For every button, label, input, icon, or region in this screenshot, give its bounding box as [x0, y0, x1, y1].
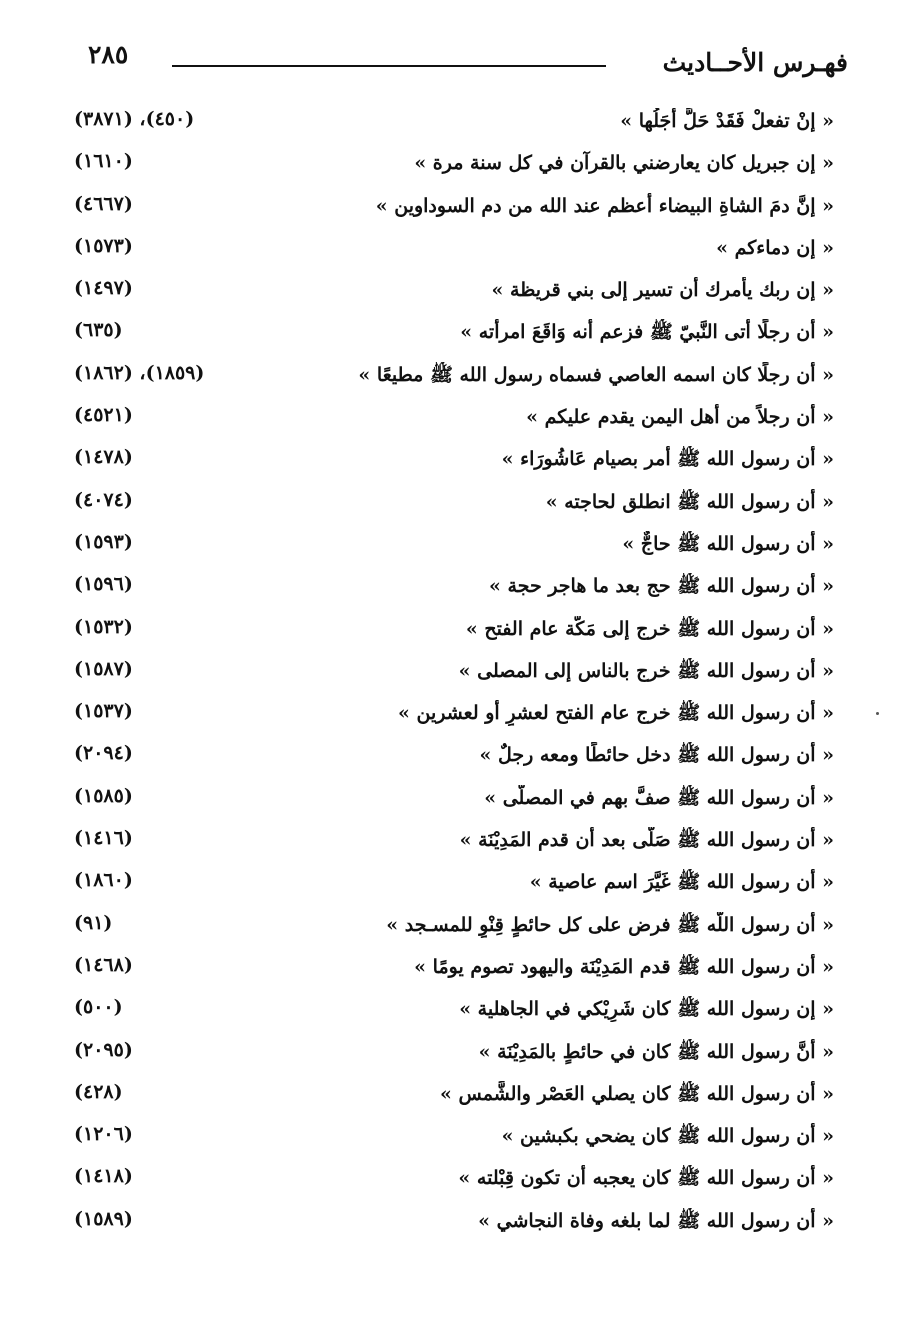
hadith-text: « أن رسول الله ﷺ خرج بالناس إلى المصلى »: [458, 659, 834, 682]
hadith-text: « أن رسول الله ﷺ حج بعد ما هاجر حجة »: [489, 575, 834, 598]
index-entry: [74, 481, 834, 523]
index-entry: [74, 904, 834, 946]
index-entry: [74, 565, 834, 607]
hadith-text: « أن رجلًا أتى النَّبيّ ﷺ فزعم أنه وَاقَعَ امرأته »: [460, 321, 834, 344]
hadith-references: (١٥٨٩): [74, 1207, 133, 1230]
index-entry: [74, 438, 834, 480]
hadith-references: (١٤١٨): [74, 1165, 133, 1188]
hadith-references: (١٥٨٧): [74, 657, 133, 680]
hadith-text: « أن رجلًا كان اسمه العاصي فسماه رسول الله ﷺ مطيعًا »: [358, 363, 834, 386]
hadith-text: « أن رسول الله ﷺ دخل حائطًا ومعه رجلٌ »: [479, 744, 834, 767]
hadith-references: (١٥٨٥): [74, 784, 133, 807]
hadith-text: « أن رسول الله ﷺ انطلق لحاجته »: [545, 490, 834, 513]
hadith-text: « أن رسول الله ﷺ حاجٌّ »: [622, 532, 834, 555]
hadith-references: (١٨٦٠): [74, 869, 133, 892]
hadith-text: « إنْ تفعلْ فَقَدْ حَلَّ أَجَلُها »: [620, 110, 834, 132]
index-entry: [74, 523, 834, 565]
hadith-references: (١٤٧٨): [74, 446, 133, 469]
hadith-references: (١٤١٦): [74, 827, 133, 850]
hadith-references: (١٥٣٢): [74, 615, 133, 638]
running-title: فهـرس الأحــاديث: [662, 48, 848, 77]
hadith-references: (١٤٦٨): [74, 953, 133, 976]
hadith-text: « أن رجلاً من أهل اليمن يقدم عليكم »: [526, 406, 834, 429]
hadith-text: « أن رسول الله ﷺ خرج إلى مَكّة عام الفتح »: [465, 617, 834, 640]
hadith-text: « أن رسول الله ﷺ قدم المَدِيْنَة واليهود تصوم يومًا »: [414, 955, 834, 978]
index-entry: [74, 185, 834, 227]
index-entry: [74, 734, 834, 776]
hadith-text: « أن رسول الله ﷺ صَلَّى بعد أن قدم المَدِيْنَة »: [459, 829, 834, 852]
hadith-text: « إن رسول الله ﷺ كان شَرِيْكي في الجاهلية »: [459, 998, 834, 1021]
hadith-text: « أن رسول الله ﷺ صفَّ بهم في المصلَّى »: [484, 786, 834, 809]
hadith-references: (٤٠٧٤): [74, 488, 133, 511]
scan-speck: [876, 712, 879, 715]
hadith-references: (٥٠٠): [74, 996, 123, 1019]
hadith-references: (٦٣٥): [74, 319, 123, 342]
index-entry: [74, 1200, 834, 1242]
index-entry: [74, 142, 834, 184]
index-entry: [74, 861, 834, 903]
page-header: [80, 38, 848, 84]
hadith-text: « أن رسول الله ﷺ كان يضحي بكبشين »: [501, 1125, 834, 1148]
hadith-references: (٩١): [74, 911, 113, 934]
index-entry: [74, 269, 834, 311]
index-entry: [74, 988, 834, 1030]
hadith-references: (١٤٩٧): [74, 277, 133, 300]
hadith-text: « إنَّ دمَ الشاةِ البيضاء أعظم عند الله من دم السوداوين »: [375, 194, 834, 217]
hadith-references: (١٥٣٧): [74, 700, 133, 723]
index-entry: [74, 1031, 834, 1073]
index-entry: [74, 396, 834, 438]
index-entry: [74, 819, 834, 861]
index-entry: [74, 1073, 834, 1115]
index-entry: [74, 1157, 834, 1199]
hadith-text: « أن رسول الله ﷺ غَيَّرَ اسم عاصية »: [529, 871, 834, 894]
index-entry: [74, 692, 834, 734]
hadith-references: (٤٥٢١): [74, 404, 133, 427]
hadith-text: « إن ربك يأمرك أن تسير إلى بني قريظة »: [491, 279, 834, 302]
index-entry: [74, 311, 834, 353]
hadith-references: (١٨٥٩)، (١٨٦٢): [74, 361, 205, 384]
header-rule: [172, 65, 606, 67]
index-entry: [74, 1115, 834, 1157]
hadith-references: (٤٥٠)، (٣٨٧١): [74, 108, 195, 130]
index-entry: [74, 354, 834, 396]
hadith-references: (١٦١٠): [74, 150, 133, 173]
hadith-references: (١٢٠٦): [74, 1123, 133, 1146]
page-number: ٢٨٥: [88, 40, 129, 69]
hadith-text: « أن رسول الله ﷺ لما بلغه وفاة النجاشي »: [478, 1209, 834, 1232]
index-entry: [74, 227, 834, 269]
hadith-text: « أن رسول الله ﷺ كان يعجبه أن تكون قِبْلته »: [458, 1167, 834, 1190]
hadith-references: (١٥٧٣): [74, 234, 133, 257]
hadith-references: (٢٠٩٥): [74, 1038, 133, 1061]
index-entry: [74, 100, 834, 142]
hadith-text: « إن دماءكم »: [716, 236, 834, 259]
hadith-references: (٢٠٩٤): [74, 742, 133, 765]
hadith-text: « أنَّ رسول الله ﷺ كان في حائطٍ بالمَدِيْنَة »: [478, 1040, 834, 1063]
hadith-text: « إن جبريل كان يعارضني بالقرآن في كل سنة مرة »: [414, 152, 834, 175]
index-entry: [74, 650, 834, 692]
hadith-references: (١٥٩٣): [74, 530, 133, 553]
hadith-text: « أن رسول الله ﷺ كان يصلي العَصْر والشَّمس »: [440, 1082, 834, 1105]
hadith-references: (٤٢٨): [74, 1080, 123, 1103]
hadith-text: « أن رسول اللّه ﷺ فرض على كل حائطٍ قِنْوٍ للمسـجد »: [386, 913, 834, 936]
hadith-text: « أن رسول الله ﷺ خرج عام الفتح لعشرٍ أو لعشرين »: [398, 702, 834, 725]
index-entry: [74, 946, 834, 988]
hadith-text: « أن رسول الله ﷺ أمر بصيام عَاشُورَاء »: [501, 448, 834, 471]
hadith-index-list: [74, 100, 834, 1242]
index-entry: [74, 777, 834, 819]
hadith-references: (٤٦٦٧): [74, 192, 133, 215]
index-entry: [74, 608, 834, 650]
hadith-references: (١٥٩٦): [74, 573, 133, 596]
